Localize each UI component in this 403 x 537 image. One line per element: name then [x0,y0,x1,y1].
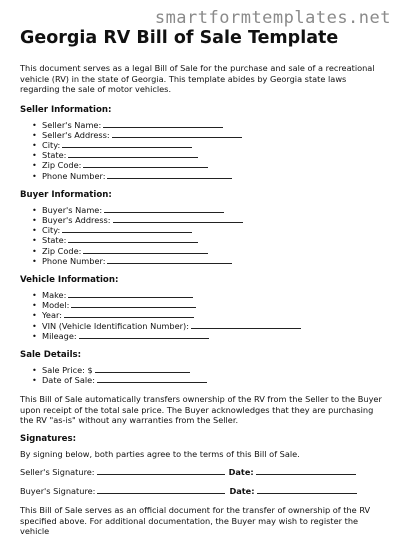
blank-line[interactable] [79,331,209,339]
seller-address-field[interactable]: • Seller's Address: [32,130,388,140]
blank-line[interactable] [71,300,196,308]
blank-line[interactable] [97,375,207,383]
sale-date-field[interactable]: • Date of Sale: [32,375,388,385]
seller-signature-label: Seller's Signature: [20,467,95,478]
buyer-fields [20,205,388,266]
blank-line[interactable] [64,310,194,318]
blank-line[interactable] [113,215,243,223]
blank-line[interactable] [107,256,232,264]
blank-line[interactable] [191,321,301,329]
watermark: smartformtemplates.net [154,8,391,28]
seller-zip-field[interactable]: • Zip Code: [32,160,388,170]
buyer-address-field[interactable]: • Buyer's Address: [32,215,388,225]
seller-heading: Seller Information: [20,104,112,115]
buyer-name-field[interactable]: • Buyer's Name: [32,205,388,215]
document-title: Georgia RV Bill of Sale Template [20,28,339,48]
blank-line[interactable] [68,235,198,243]
buyer-phone-field[interactable]: • Phone Number: [32,256,388,266]
sale-fields [20,365,388,385]
seller-signature-line[interactable] [97,467,225,475]
buyer-signature-label: Buyer's Signature: [20,486,96,497]
blank-line[interactable] [95,365,190,373]
vehicle-model-field[interactable]: • Model: [32,300,388,310]
signatures-statement: By signing below, both parties agree to the terms of this Bill of Sale. [20,448,300,459]
document-page [20,28,388,537]
vehicle-heading: Vehicle Information: [20,274,119,285]
closing-paragraph: This Bill of Sale serves as an official document for the transfer of ownership of the RV specified above. For additional documentation, the Buyer may wish to register the vehicle [20,505,371,537]
blank-line[interactable] [112,130,242,138]
blank-line[interactable] [62,225,192,233]
seller-state-field[interactable]: • State: [32,150,388,160]
buyer-zip-field[interactable]: • Zip Code: [32,246,388,256]
blank-line[interactable] [68,150,198,158]
seller-signature-row [20,467,388,477]
buyer-heading: Buyer Information: [20,189,112,200]
blank-line[interactable] [83,160,208,168]
intro-paragraph: This document serves as a legal Bill of Sale for the purchase and sale of a recreational vehicle (RV) in the state of Georgia. This template abides by Georgia state laws regarding the sale of motor vehicles. [20,63,375,94]
seller-fields [20,120,388,181]
vehicle-vin-field[interactable]: • VIN (Vehicle Identification Number): [32,321,388,331]
vehicle-mileage-field[interactable]: • Mileage: [32,331,388,341]
vehicle-make-field[interactable]: • Make: [32,290,388,300]
vehicle-fields [20,290,388,341]
blank-line[interactable] [68,290,193,298]
sale-price-field[interactable]: • Sale Price: $ [32,365,388,375]
blank-line[interactable] [104,205,224,213]
sale-heading: Sale Details: [20,349,82,360]
buyer-state-field[interactable]: • State: [32,235,388,245]
seller-city-field[interactable]: • City: [32,140,388,150]
seller-phone-field[interactable]: • Phone Number: [32,171,388,181]
blank-line[interactable] [83,246,208,254]
blank-line[interactable] [62,140,192,148]
seller-date-label: Date: [228,467,254,478]
buyer-signature-line[interactable] [97,486,225,494]
transfer-paragraph: This Bill of Sale automatically transfers ownership of the RV from the Seller to the Buyer upon receipt of the total sale price. The Buyer acknowledges that they are purchasing the RV "as-is" without any warranties from the Seller. [20,394,382,426]
seller-name-field[interactable]: • Seller's Name: [32,120,388,130]
buyer-city-field[interactable]: • City: [32,225,388,235]
blank-line[interactable] [107,171,232,179]
seller-date-line[interactable] [256,467,356,475]
buyer-date-label: Date: [229,486,255,497]
buyer-signature-row [20,486,388,496]
buyer-date-line[interactable] [257,486,357,494]
signatures-heading: Signatures: [20,433,77,444]
blank-line[interactable] [103,120,223,128]
vehicle-year-field[interactable]: • Year: [32,310,388,320]
